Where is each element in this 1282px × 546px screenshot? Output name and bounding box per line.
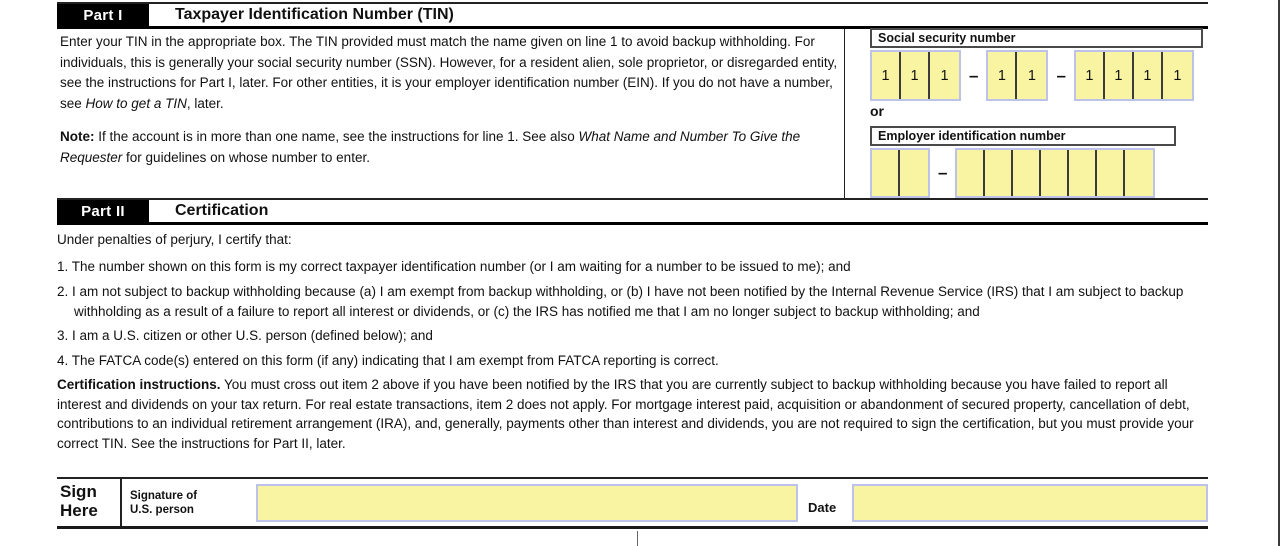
page-edge-line xyxy=(1278,0,1280,546)
certification-item-3: 3. I am a U.S. citizen or other U.S. person (defined below); and xyxy=(57,328,433,343)
note-text: If the account is in more than one name, see the instructions for line 1. See also xyxy=(94,129,579,144)
ssn-dash: – xyxy=(969,65,979,85)
date-input[interactable] xyxy=(852,484,1208,522)
ssn-digit-cell[interactable]: 1 xyxy=(1105,52,1134,99)
ssn-digit-cell[interactable]: 1 xyxy=(1076,52,1105,99)
ssn-digit-cell[interactable]: 1 xyxy=(1173,67,1182,84)
ssn-digit-cell[interactable]: 1 xyxy=(872,52,901,99)
ein-digit-cell[interactable] xyxy=(1069,150,1097,196)
ein-digit-cell[interactable] xyxy=(1013,150,1041,196)
part1-paragraph-italic: How to get a TIN xyxy=(85,95,187,111)
tin-column xyxy=(844,28,1208,199)
ein-digit-cell[interactable] xyxy=(957,150,985,196)
ein-field xyxy=(870,148,1155,198)
ein-dash: – xyxy=(938,163,948,182)
note-end: for guidelines on whose number to enter. xyxy=(122,149,370,165)
ssn-digit-cell[interactable]: 1 xyxy=(901,52,930,99)
ssn-digit-cell[interactable]: 1 xyxy=(988,52,1017,99)
signature-of-line1: Signature of xyxy=(130,489,198,502)
part1-title: Taxpayer Identification Number (TIN) xyxy=(175,6,454,23)
certification-item-1: 1. The number shown on this form is my correct taxpayer identification number (or I am waiting for a number to be issued to me); and xyxy=(57,259,851,274)
part1-badge: Part I xyxy=(57,4,149,26)
signature-of-line2: U.S. person xyxy=(130,503,194,516)
part1-header xyxy=(57,2,1208,29)
ssn-field xyxy=(870,50,1194,101)
part1-paragraph-text: Enter your TIN in the appropriate box. The TIN provided must match the name given on line 1 to avoid backup withholding. For individuals, this is generally your social security number (SSN). However, for a resident alien, sole proprietor, or disregarded entity, see the instructions for Part I, later. For other entities, it is your employer identification number (EIN). If you do not have a number, see xyxy=(60,34,838,111)
ssn-group-1[interactable] xyxy=(870,50,961,101)
ein-group-1[interactable] xyxy=(870,148,930,198)
certification-instructions-text: You must cross out item 2 above if you have been notified by the IRS that you are currently subject to backup withholding because you have failed to report all interest and dividends on your tax return. For real estate transactions, item 2 does not apply. For mortgage interest paid, acquisition or abandonment of secured property, cancellation of debt, contributions to an individual retirement arrangement (IRA), and, generally, payments other than interest and dividends, you are not required to sign the certification, but you must provide your correct TIN. See the instructions for Part II, later. xyxy=(57,377,1194,451)
ssn-dash: – xyxy=(1056,65,1066,85)
ssn-label-box: Social security number xyxy=(870,28,1203,48)
part2-title: Certification xyxy=(175,202,269,219)
next-section-divider-tick xyxy=(637,531,638,546)
ein-digit-cell[interactable] xyxy=(1041,150,1069,196)
part2-header xyxy=(57,198,1208,225)
sign-here-label xyxy=(57,479,122,526)
ein-digit-cell[interactable] xyxy=(1125,150,1153,196)
sign-here-line2: Here xyxy=(60,501,98,520)
certification-text xyxy=(57,230,1208,453)
certification-item-4: 4. The FATCA code(s) entered on this form (if any) indicating that I am exempt from FATCA reporting is correct. xyxy=(57,352,719,368)
sign-here-line1: Sign xyxy=(60,482,97,501)
sign-here-row xyxy=(57,477,1208,529)
ein-digit-cell[interactable] xyxy=(1097,150,1125,196)
ein-digit-cell[interactable] xyxy=(872,150,900,196)
signature-of-label xyxy=(130,489,230,517)
part1-paragraph-end: , later. xyxy=(186,95,224,111)
ssn-digit-cell[interactable]: 1 xyxy=(940,67,949,84)
certification-intro: Under penalties of perjury, I certify that: xyxy=(57,232,292,247)
ein-digit-cell[interactable] xyxy=(985,150,1013,196)
ein-group-2[interactable] xyxy=(955,148,1155,198)
ssn-digit-cell[interactable]: 1 xyxy=(1134,52,1163,99)
part1-paragraph xyxy=(60,32,842,114)
note-italic: What Name and Number To Give the Requester xyxy=(60,129,801,165)
certification-instructions-label: Certification instructions. xyxy=(57,377,221,392)
or-label: or xyxy=(870,103,884,119)
part1-note xyxy=(60,127,842,168)
certification-instructions xyxy=(57,375,1208,453)
ein-label-box: Employer identification number xyxy=(870,126,1176,146)
part2-badge: Part II xyxy=(57,200,149,222)
note-label: Note: xyxy=(60,129,95,144)
part1-instructions xyxy=(60,32,842,168)
ssn-group-3[interactable] xyxy=(1074,50,1194,101)
certification-item-2: 2. I am not subject to backup withholding because (a) I am exempt from backup withholding, or (b) I have not been notified by the Internal Revenue Service (IRS) that I am subject to backup withholding as a result of a failure to report all interest or dividends, or (c) the IRS has notified me that I am no longer subject to backup withholding; and xyxy=(57,283,1184,319)
date-label: Date xyxy=(808,500,837,515)
ssn-digit-cell[interactable]: 1 xyxy=(1027,67,1036,84)
ein-digit-cell[interactable] xyxy=(900,150,928,196)
signature-input[interactable] xyxy=(256,484,798,522)
ssn-group-2[interactable] xyxy=(986,50,1048,101)
